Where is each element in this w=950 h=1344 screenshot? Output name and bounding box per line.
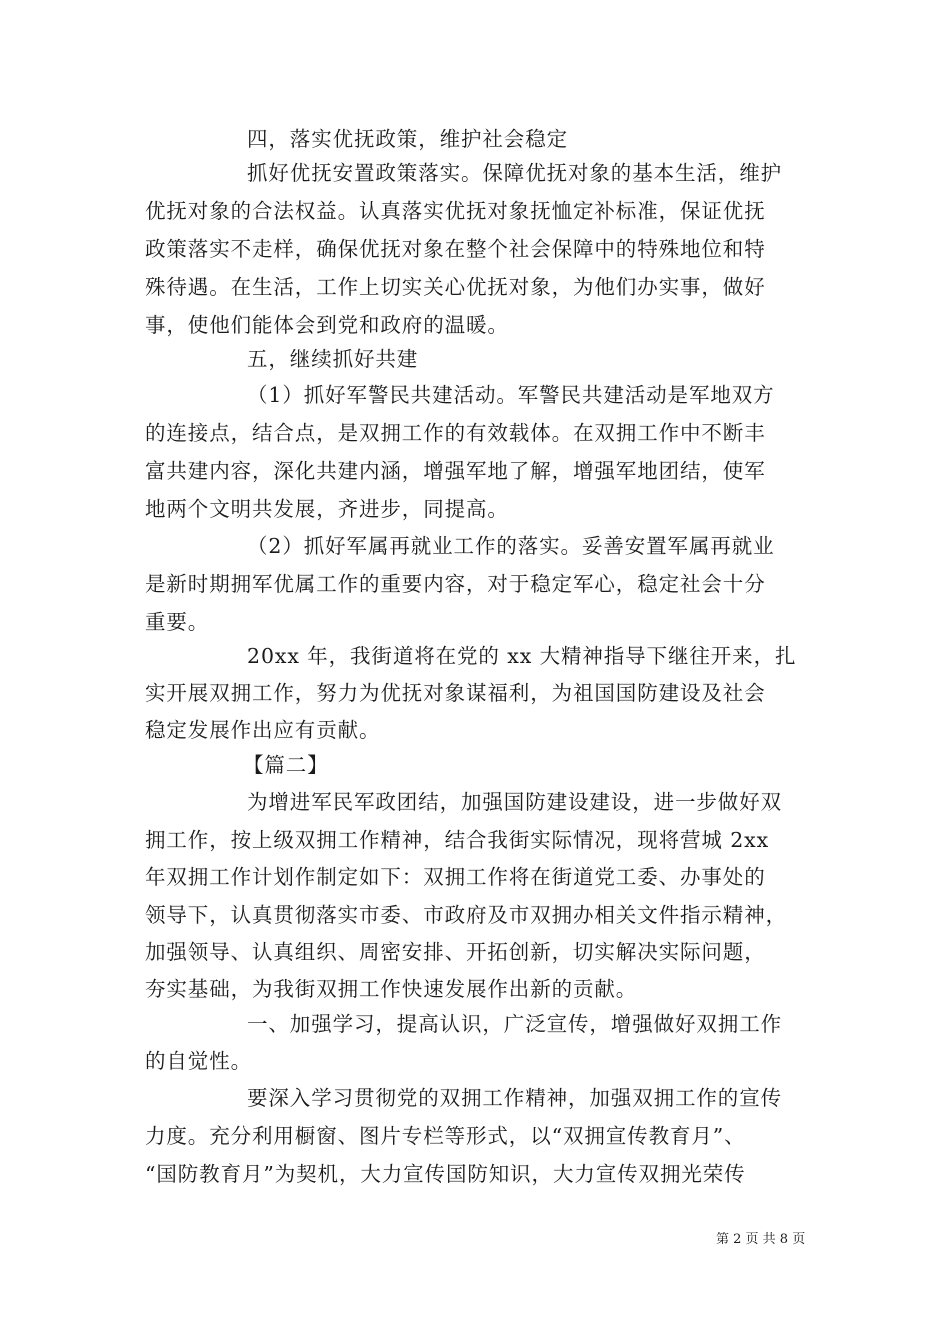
paragraph-line: “国防教育月”为契机，大力宣传国防知识，大力宣传双拥光荣传 (145, 1162, 746, 1186)
section-heading: 五，继续抓好共建 (247, 347, 419, 371)
paragraph-line: 政策落实不走样，确保优抚对象在整个社会保障中的特殊地位和特 (145, 237, 766, 261)
paragraph-line: 重要。 (145, 610, 210, 634)
paragraph-line: 拥工作，按上级双拥工作精神，结合我街实际情况，现将营城 2xx (145, 828, 770, 852)
paragraph-line: 领导下，认真贯彻落实市委、市政府及市双拥办相关文件指示精神， (145, 903, 787, 927)
paragraph-line: 夯实基础，为我街双拥工作快速发展作出新的贡献。 (145, 977, 638, 1001)
paragraph-line: 20xx 年，我街道将在党的 xx 大精神指导下继往开来，扎 (247, 644, 797, 668)
paragraph-line: 事，使他们能体会到党和政府的温暖。 (145, 313, 509, 337)
paragraph-line: 地两个文明共发展，齐进步，同提高。 (145, 497, 509, 521)
paragraph-line: （2）抓好军属再就业工作的落实。妥善安置军属再就业 (247, 534, 775, 558)
page-number: 第 2 页 共 8 页 (716, 1232, 806, 1247)
paragraph-line: 实开展双拥工作，努力为优抚对象谋福利，为祖国国防建设及社会 (145, 681, 766, 705)
section-heading: 四，落实优抚政策，维护社会稳定 (247, 127, 568, 151)
paragraph-line: 富共建内容，深化共建内涵，增强军地了解，增强军地团结，使军 (145, 459, 766, 483)
section-heading: 的自觉性。 (145, 1049, 252, 1073)
part-heading: 【篇二】 (243, 753, 329, 777)
paragraph-line: 抓好优抚安置政策落实。保障优抚对象的基本生活，维护 (247, 161, 782, 185)
paragraph-line: 是新时期拥军优属工作的重要内容，对于稳定军心，稳定社会十分 (145, 572, 766, 596)
paragraph-line: 稳定发展作出应有贡献。 (145, 718, 381, 742)
paragraph-line: 为增进军民军政团结，加强国防建设建设，进一步做好双 (247, 790, 782, 814)
paragraph-line: 要深入学习贯彻党的双拥工作精神，加强双拥工作的宣传 (247, 1086, 782, 1110)
paragraph-line: 加强领导、认真组织、周密安排、开拓创新，切实解决实际问题， (145, 940, 766, 964)
paragraph-line: 殊待遇。在生活，工作上切实关心优抚对象，为他们办实事，做好 (145, 275, 766, 299)
paragraph-line: 优抚对象的合法权益。认真落实优抚对象抚恤定补标准，保证优抚 (145, 199, 766, 223)
paragraph-line: 力度。充分利用橱窗、图片专栏等形式，以“双拥宣传教育月”、 (145, 1124, 746, 1148)
paragraph-line: （1）抓好军警民共建活动。军警民共建活动是军地双方 (247, 383, 775, 407)
section-heading: 一、加强学习，提高认识，广泛宣传，增强做好双拥工作 (247, 1012, 782, 1036)
paragraph-line: 的连接点，结合点，是双拥工作的有效载体。在双拥工作中不断丰 (145, 421, 766, 445)
paragraph-line: 年双拥工作计划作制定如下：双拥工作将在街道党工委、办事处的 (145, 865, 766, 889)
